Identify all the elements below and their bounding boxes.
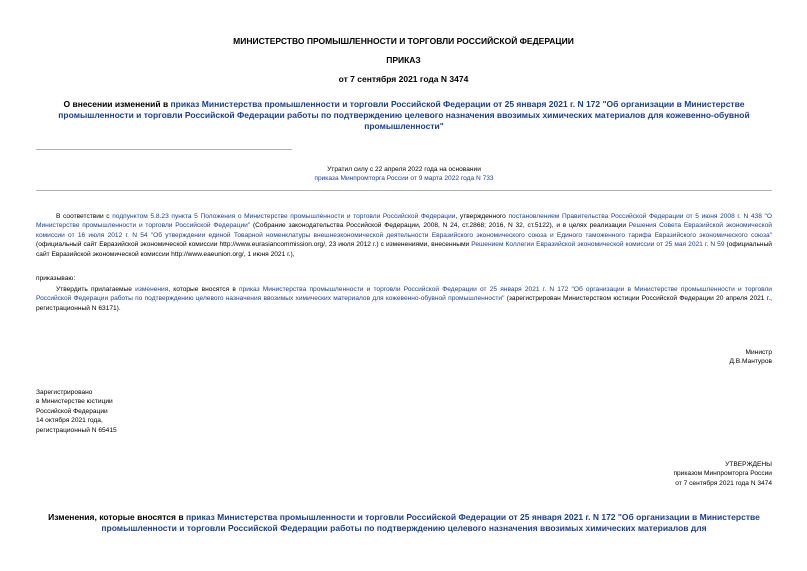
annex-title [36, 512, 772, 536]
approval-text-1: Утвердить прилагаемые [56, 286, 136, 293]
preamble-text-3: (Собрание законодательства Российской Федерации, 2008, N 24, ст.2868; 2016, N 32, ст.5122), и в целях реализации [250, 222, 629, 230]
status-note [220, 165, 588, 184]
preamble-text-5: (официальный сайт Евразийской экономической комиссии http://www.eaeunion.org/, 1 июня 2021 г.), [36, 241, 772, 258]
annex-amended-order-link[interactable]: приказ Министерства промышленности и торговли Российской Федерации от 25 января 2021 г. N 172 "Об организации в Министерстве промышленности и торговли Российской Федерации работы по подтверждению целевого назначения ввозимых химических материалов для [101, 512, 760, 533]
eec-board-decision-link[interactable]: Решением Коллегии Евразийской экономической комиссии от 25 мая 2021 г. N 59 [471, 241, 725, 249]
amended-order-link[interactable]: приказ Министерства промышленности и торговли Российской Федерации от 25 января 2021 г. N 172 "Об организации в Министерстве промышленности и торговли Российской Федерации работы по подтверждению целевого назначения ввозимых химических материалов для кожевенно-обувной промышленности" [36, 286, 772, 303]
status-repeal-link[interactable]: приказа Минпромторга России от 9 марта 2022 года N 733 [314, 175, 494, 183]
ministry-heading: МИНИСТЕРСТВО ПРОМЫШЛЕННОСТИ И ТОРГОВЛИ РОССИЙСКОЙ ФЕДЕРАЦИИ [233, 36, 574, 46]
status-line: Утратил силу с 22 апреля 2022 года на основании [327, 166, 481, 173]
approval-text-2: , которые вносятся в [168, 286, 240, 293]
title-divider [36, 149, 292, 150]
approved-line: УТВЕРЖДЕНЫ [725, 461, 772, 468]
preamble-text-4: (официальный сайт Евразийской экономической комиссии http://www.eurasiancommission.org/, 23 июля 2012 г.) с изменениями, внесенными [36, 241, 472, 249]
approved-block [522, 460, 772, 488]
approved-line: от 7 сентября 2021 года N 3474 [675, 479, 772, 487]
doc-type-heading: ПРИКАЗ [386, 55, 421, 65]
signature-name: Д.В.Мантуров [729, 358, 772, 366]
approval-paragraph [36, 285, 772, 313]
registration-line: Зарегистрировано [36, 389, 93, 396]
order-word: приказываю: [36, 275, 76, 282]
signature-position: Министр [745, 349, 772, 356]
changes-link[interactable]: изменения [135, 286, 169, 293]
title-amended-order-link[interactable]: приказ Министерства промышленности и торговли Российской Федерации от 25 января 2021 г. N 172 "Об организации в Министерстве промышленности и торговли Российской Федерации работы по подтверждению целевого назначения ввозимых химических материалов для кожевенно-обувной промышленности" [58, 99, 750, 131]
approved-line: приказом Минпромторга России [673, 470, 772, 478]
status-divider [36, 190, 772, 191]
regulation-subparagraph-link[interactable]: подпунктом 5.8.23 пункта 5 Положения о Министерстве промышленности и торговли Российской Федерации [112, 213, 456, 220]
preamble-text-1: В соответствии с [56, 213, 113, 220]
document-title [36, 99, 772, 132]
annex-title-prefix: Изменения, которые вносятся в [48, 512, 186, 522]
preamble-paragraph [36, 212, 772, 259]
approval-text-3: (зарегистрирован Министерством юстиции Российской Федерации 20 апреля 2021 г., регистрационный N 63171). [36, 295, 772, 312]
registration-line: 14 октября 2021 года, [36, 417, 103, 425]
registration-line: Российской Федерации [36, 407, 108, 415]
preamble-text-2: , утвержденного [455, 213, 509, 220]
registration-block [36, 388, 276, 435]
registration-line: в Министерстве юстиции [36, 398, 113, 406]
government-decree-link[interactable]: постановлением Правительства Российской Федерации от 5 июня 2008 г. N 438 "О Министерстве промышленности и торговли Российской Федерации" [36, 213, 773, 230]
date-number-heading: от 7 сентября 2021 года N 3474 [338, 74, 469, 84]
registration-line: регистрационный N 65415 [36, 426, 117, 434]
signature-block [572, 348, 772, 367]
title-prefix: О внесении изменений в [63, 99, 171, 109]
eec-council-decision-link[interactable]: Решения Совета Евразийской экономической комиссии от 16 июля 2012 г. N 54 "Об утверждении единой Товарной номенклатуры внешнеэкономической деятельности Евразийского экономического союза и Единого таможенного тарифа Евразийского экономического союза" [36, 222, 772, 239]
